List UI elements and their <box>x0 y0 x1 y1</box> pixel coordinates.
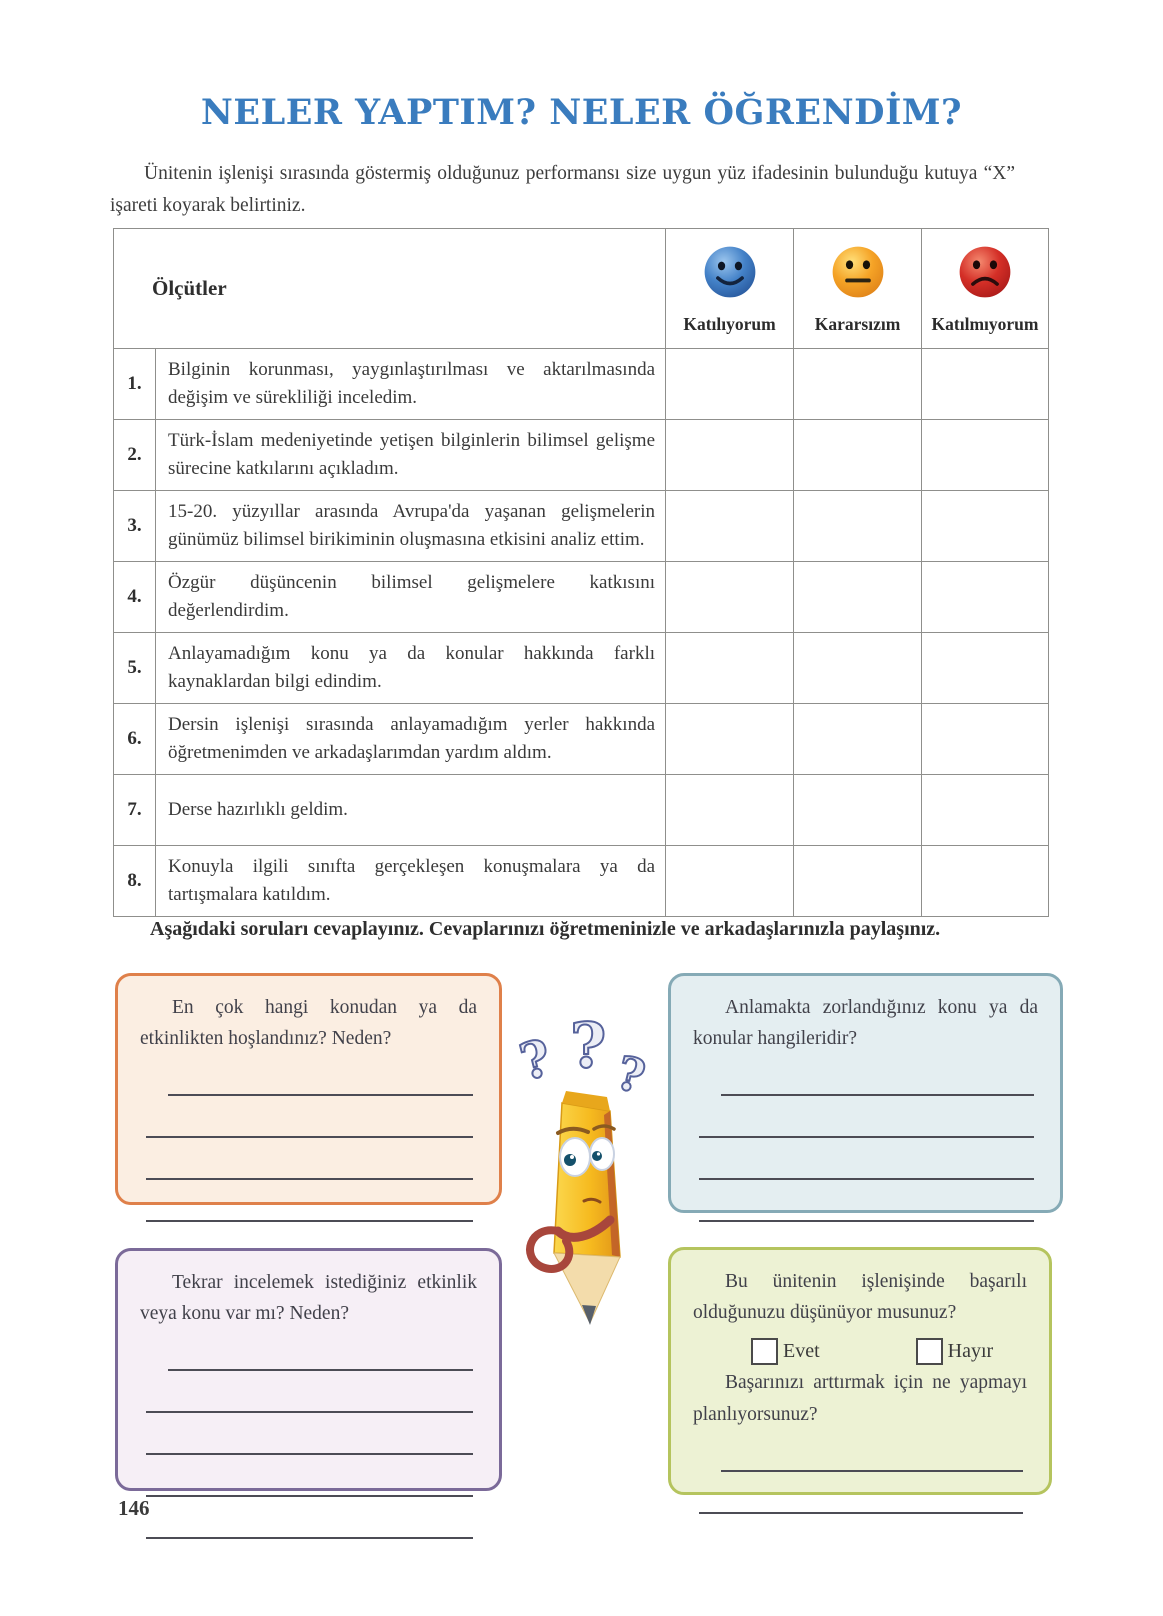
intro-text: Ünitenin işlenişi sırasında göstermiş olduğunuz performansı size uygun yüz ifadesinin bulunduğu kutuya “X” işareti koyarak belirtiniz. <box>110 163 1015 217</box>
checkbox-label-evet: Evet <box>783 1340 820 1363</box>
page-title: NELER YAPTIM? NELER ÖĞRENDİM? <box>200 92 963 133</box>
answer-cell-undecided[interactable] <box>794 775 922 846</box>
table-row <box>114 633 1049 704</box>
row-number: 8. <box>114 846 156 917</box>
question-text: Tekrar incelemek istediğiniz etkinlik veya konu var mı? Neden? <box>140 1272 477 1325</box>
table-row <box>114 846 1049 917</box>
self-evaluation-table <box>113 228 1049 917</box>
answer-cell-agree[interactable] <box>666 349 794 420</box>
table-header-row <box>114 229 1049 349</box>
row-number: 4. <box>114 562 156 633</box>
answer-line[interactable] <box>146 1413 473 1455</box>
table-row <box>114 562 1049 633</box>
table-row <box>114 420 1049 491</box>
answer-line[interactable] <box>146 1180 473 1222</box>
row-criteria: 15-20. yüzyıllar arasında Avrupa'da yaşanan gelişmelerin günümüz bilimsel birikiminin oluşmasına etkisini analiz ettim. <box>156 491 666 562</box>
row-criteria: Dersin işlenişi sırasında anlayamadığım yerler hakkında öğretmenimden ve arkadaşlarımdan yardım aldım. <box>156 704 666 775</box>
answer-cell-disagree[interactable] <box>922 491 1049 562</box>
row-number: 1. <box>114 349 156 420</box>
column-label-undecided: Kararsızım <box>814 314 901 334</box>
table-row <box>114 349 1049 420</box>
answer-line[interactable] <box>699 1096 1034 1138</box>
checkbox-item-yes <box>751 1338 820 1365</box>
answer-cell-agree[interactable] <box>666 846 794 917</box>
answer-cell-undecided[interactable] <box>794 704 922 775</box>
question-marks-icon <box>514 1009 650 1104</box>
svg-text:?: ? <box>513 1027 557 1092</box>
question-box-success <box>668 1247 1052 1495</box>
row-criteria: Özgür düşüncenin bilimsel gelişmelere katkısını değerlendirdim. <box>156 562 666 633</box>
answer-line[interactable] <box>146 1138 473 1180</box>
answer-cell-agree[interactable] <box>666 491 794 562</box>
table-row <box>114 704 1049 775</box>
question-text: Anlamakta zorlandığınız konu ya da konular hangileridir? <box>693 997 1038 1050</box>
answer-line[interactable] <box>146 1096 473 1138</box>
question-box-difficult-topics <box>668 973 1063 1213</box>
answer-cell-undecided[interactable] <box>794 633 922 704</box>
column-header-agree <box>666 229 794 349</box>
checkbox-row <box>751 1338 1027 1365</box>
checkbox-label-hayir: Hayır <box>947 1340 994 1363</box>
pencil-mascot-illustration <box>492 1005 677 1345</box>
answer-cell-agree[interactable] <box>666 562 794 633</box>
answer-line[interactable] <box>699 1138 1034 1180</box>
answer-line[interactable] <box>699 1472 1023 1514</box>
checkbox-evet[interactable] <box>751 1338 778 1365</box>
row-criteria: Konuyla ilgili sınıfta gerçekleşen konuşmalara ya da tartışmalara katıldım. <box>156 846 666 917</box>
answer-cell-disagree[interactable] <box>922 846 1049 917</box>
row-number: 3. <box>114 491 156 562</box>
answer-line[interactable] <box>721 1430 1023 1472</box>
sad-face-icon <box>923 243 1047 306</box>
checkbox-item-no <box>916 1338 994 1365</box>
answer-cell-disagree[interactable] <box>922 420 1049 491</box>
answer-cell-disagree[interactable] <box>922 349 1049 420</box>
row-number: 7. <box>114 775 156 846</box>
happy-face-icon <box>667 243 792 306</box>
instruction-text: Aşağıdaki soruları cevaplayınız. Cevaplarınızı öğretmeninizle ve arkadaşlarınızla paylaşınız. <box>150 918 941 940</box>
answer-cell-undecided[interactable] <box>794 562 922 633</box>
question-box-favorite-topic <box>115 973 502 1205</box>
question-box-review-again <box>115 1248 502 1491</box>
neutral-face-icon <box>795 243 920 306</box>
answer-line[interactable] <box>168 1329 473 1371</box>
answer-cell-disagree[interactable] <box>922 775 1049 846</box>
column-header-disagree <box>922 229 1049 349</box>
column-label-agree: Katılıyorum <box>683 314 776 334</box>
column-label-disagree: Katılmıyorum <box>931 314 1039 334</box>
svg-text:?: ? <box>611 1045 651 1105</box>
answer-cell-disagree[interactable] <box>922 633 1049 704</box>
answer-cell-undecided[interactable] <box>794 349 922 420</box>
question-text: Bu ünitenin işlenişinde başarılı olduğunuzu düşünüyor musunuz? <box>693 1271 1027 1324</box>
svg-text:?: ? <box>570 1009 607 1082</box>
answer-cell-undecided[interactable] <box>794 420 922 491</box>
checkbox-hayir[interactable] <box>916 1338 943 1365</box>
answer-line[interactable] <box>146 1497 473 1539</box>
answer-line[interactable] <box>146 1371 473 1413</box>
answer-line[interactable] <box>168 1054 473 1096</box>
answer-cell-agree[interactable] <box>666 775 794 846</box>
row-number: 5. <box>114 633 156 704</box>
answer-line[interactable] <box>699 1180 1034 1222</box>
answer-cell-undecided[interactable] <box>794 846 922 917</box>
question-text-2: Başarınızı arttırmak için ne yapmayı planlıyorsunuz? <box>693 1372 1027 1425</box>
row-criteria: Türk-İslam medeniyetinde yetişen bilginlerin bilimsel gelişme sürecine katkılarını açıkladım. <box>156 420 666 491</box>
question-text: En çok hangi konudan ya da etkinlikten hoşlandınız? Neden? <box>140 997 477 1050</box>
page-number: 146 <box>118 1496 150 1520</box>
answer-line[interactable] <box>146 1455 473 1497</box>
row-criteria: Derse hazırlıklı geldim. <box>156 775 666 846</box>
answer-cell-agree[interactable] <box>666 420 794 491</box>
row-criteria: Bilginin korunması, yaygınlaştırılması ve aktarılmasında değişim ve sürekliliği inceledim. <box>156 349 666 420</box>
answer-cell-agree[interactable] <box>666 704 794 775</box>
table-row <box>114 775 1049 846</box>
answer-cell-undecided[interactable] <box>794 491 922 562</box>
column-header-undecided <box>794 229 922 349</box>
criteria-header-cell: Ölçütler <box>114 229 666 349</box>
answer-cell-disagree[interactable] <box>922 704 1049 775</box>
row-criteria: Anlayamadığım konu ya da konular hakkında farklı kaynaklardan bilgi edindim. <box>156 633 666 704</box>
answer-line[interactable] <box>721 1054 1034 1096</box>
answer-cell-disagree[interactable] <box>922 562 1049 633</box>
answer-cell-agree[interactable] <box>666 633 794 704</box>
table-row <box>114 491 1049 562</box>
row-number: 2. <box>114 420 156 491</box>
row-number: 6. <box>114 704 156 775</box>
